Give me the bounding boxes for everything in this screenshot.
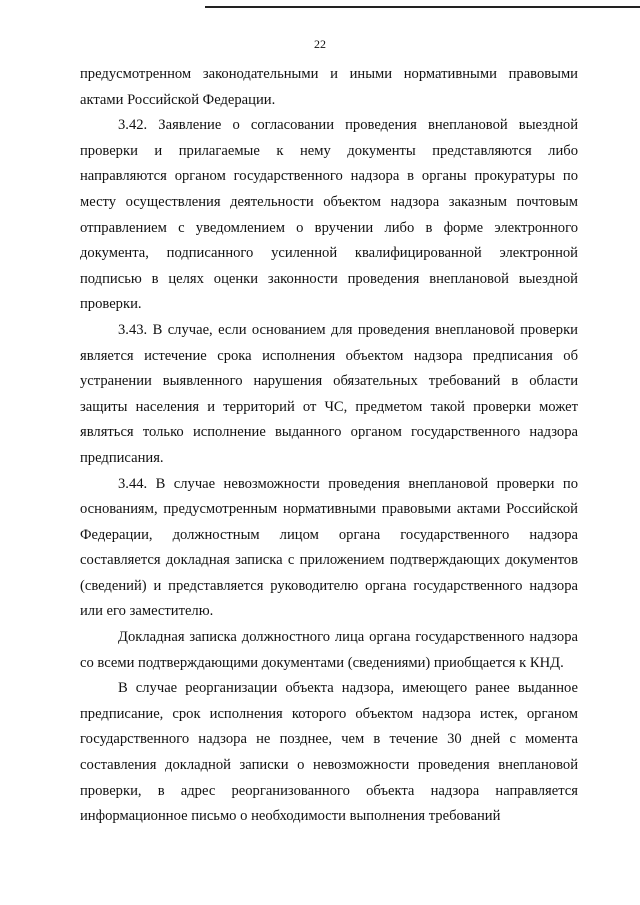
paragraph-report-note: Докладная записка должностного лица органа государственного надзора со всеми подтверждающими документами (сведениями) приобщается к КНД.	[80, 629, 578, 671]
top-rule	[205, 6, 640, 8]
paragraph-3-42: 3.42. Заявление о согласовании проведения внеплановой выездной проверки и прилагаемые к нему документы представляются либо направляются органом государственного надзора в органы прокуратуры по месту осуществления деятельности объектом надзора заказным почтовым отправлением с уведомлением о вручении либо в форме электронного документа, подписанного усиленной квалифицированной электронной подписью в целях оценки законности проведения внеплановой выездной проверки.	[80, 117, 578, 313]
paragraph-3-43: 3.43. В случае, если основанием для проведения внеплановой проверки является истечение срока исполнения объектом надзора предписания об устранении выявленного нарушения обязательных требований в области защиты населения и территорий от ЧС, предметом такой проверки может являться только исполнение выданного органом государственного надзора предписания.	[80, 321, 578, 466]
paragraph-reorganization: В случае реорганизации объекта надзора, имеющего ранее выданное предписание, срок исполнения которого объектом надзора истек, органом государственного надзора не позднее, чем в течение 30 дней с момента составления докладной записки о невозможности проведения внеплановой проверки, в адрес реорганизованного объекта надзора направляется информационное письмо о необходимости выполнения требований	[80, 680, 578, 825]
paragraph-continuation: предусмотренном законодательными и иными нормативными правовыми актами Российской Федерации.	[80, 66, 578, 108]
page-number: 22	[314, 37, 326, 51]
paragraph-3-44: 3.44. В случае невозможности проведения внеплановой проверки по основаниям, предусмотренным нормативными правовыми актами Российской Федерации, должностным лицом органа государственного надзора составляется докладная записка с приложением подтверждающих документов (сведений) и представляется руководителю органа государственного надзора или его заместителю.	[80, 475, 578, 620]
document-body	[80, 62, 578, 830]
